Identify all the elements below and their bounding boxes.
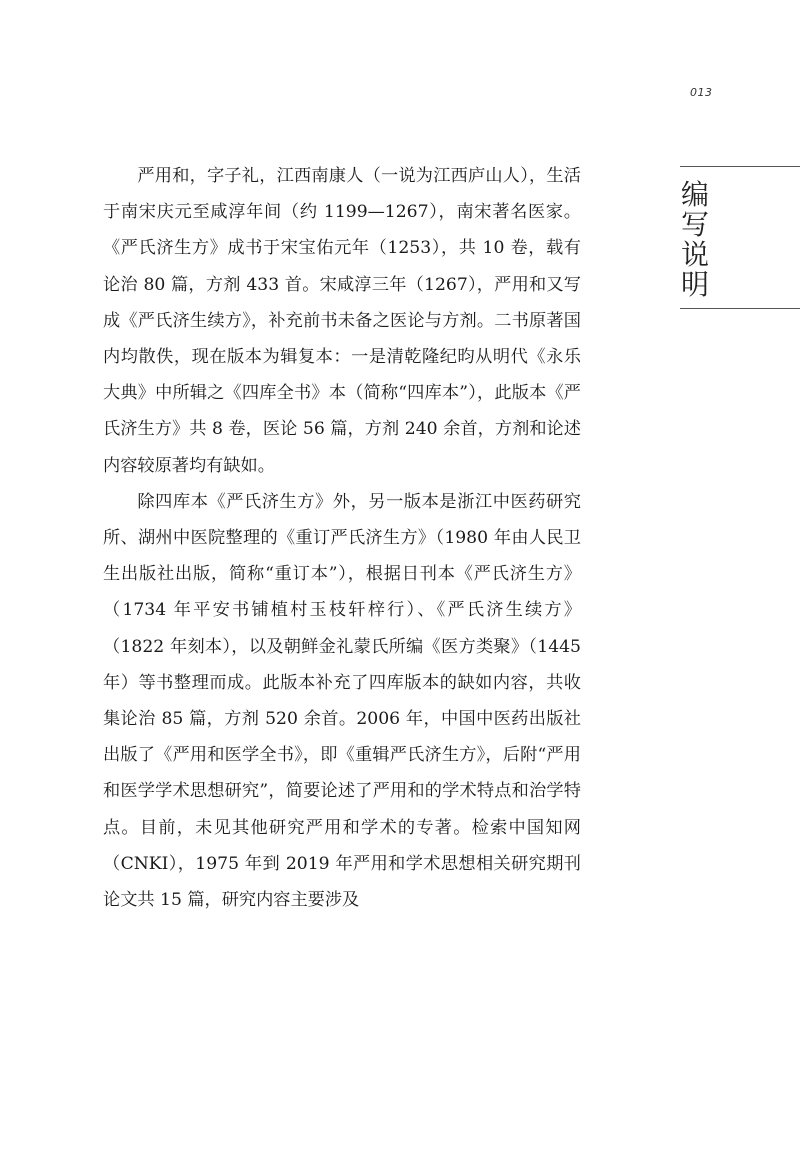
section-title-char: 说 bbox=[680, 238, 709, 271]
paragraph-2: 除四库本《严氏济生方》外，另一版本是浙江中医药研究所、湖州中医院整理的《重订严氏济生方》（1980 年由人民卫生出版社出版，简称“重订本”），根据日刊本《严氏济生方》（1734 年平安书铺植村玉枝轩梓行）、《严氏济生续方》（1822 年刻本），以及朝鲜金礼蒙氏所编《医方类聚》（1445 年）等书整理而成。此版本补充了四库版本的缺如内容，共收集论治 85 篇，方剂 520 余首。2006 年，中国中医药出版社出版了《严用和医学全书》，即《重辑严氏济生方》，后附“严用和医学学术思想研究”，简要论述了严用和的学术特点和治学特点。目前，未见其他研究严用和学术的专著。检索中国知网（CNKI），1975 年到 2019 年严用和学术思想相关研究期刊论文共 15 篇，研究内容主要涉及 bbox=[103, 491, 581, 911]
paragraph-1: 严用和，字子礼，江西南康人（一说为江西庐山人），生活于南宋庆元至咸淳年间（约 1199—1267），南宋著名医家。《严氏济生方》成书于宋宝佑元年（1253），共 10 卷，载有论治 80 篇，方剂 433 首。宋咸淳三年（1267），严用和又写成《严氏济生续方》，补充前书未备之医论与方剂。二书原著国内均散佚，现在版本为辑复本：一是清乾隆纪昀从明代《永乐大典》中所辑之《四库全书》本（简称“四库本”），此版本《严氏济生方》共 8 卷，医论 56 篇，方剂 240 余首，方剂和论述内容较原著均有缺如。 bbox=[103, 166, 581, 476]
section-title-char: 明 bbox=[680, 268, 709, 301]
section-divider-bottom bbox=[680, 308, 800, 309]
section-title bbox=[678, 180, 712, 300]
page-number: 013 bbox=[690, 86, 713, 99]
section-title-char: 写 bbox=[680, 208, 709, 241]
section-divider-top bbox=[680, 166, 800, 167]
body-text bbox=[103, 158, 581, 918]
section-title-char: 编 bbox=[680, 178, 709, 211]
